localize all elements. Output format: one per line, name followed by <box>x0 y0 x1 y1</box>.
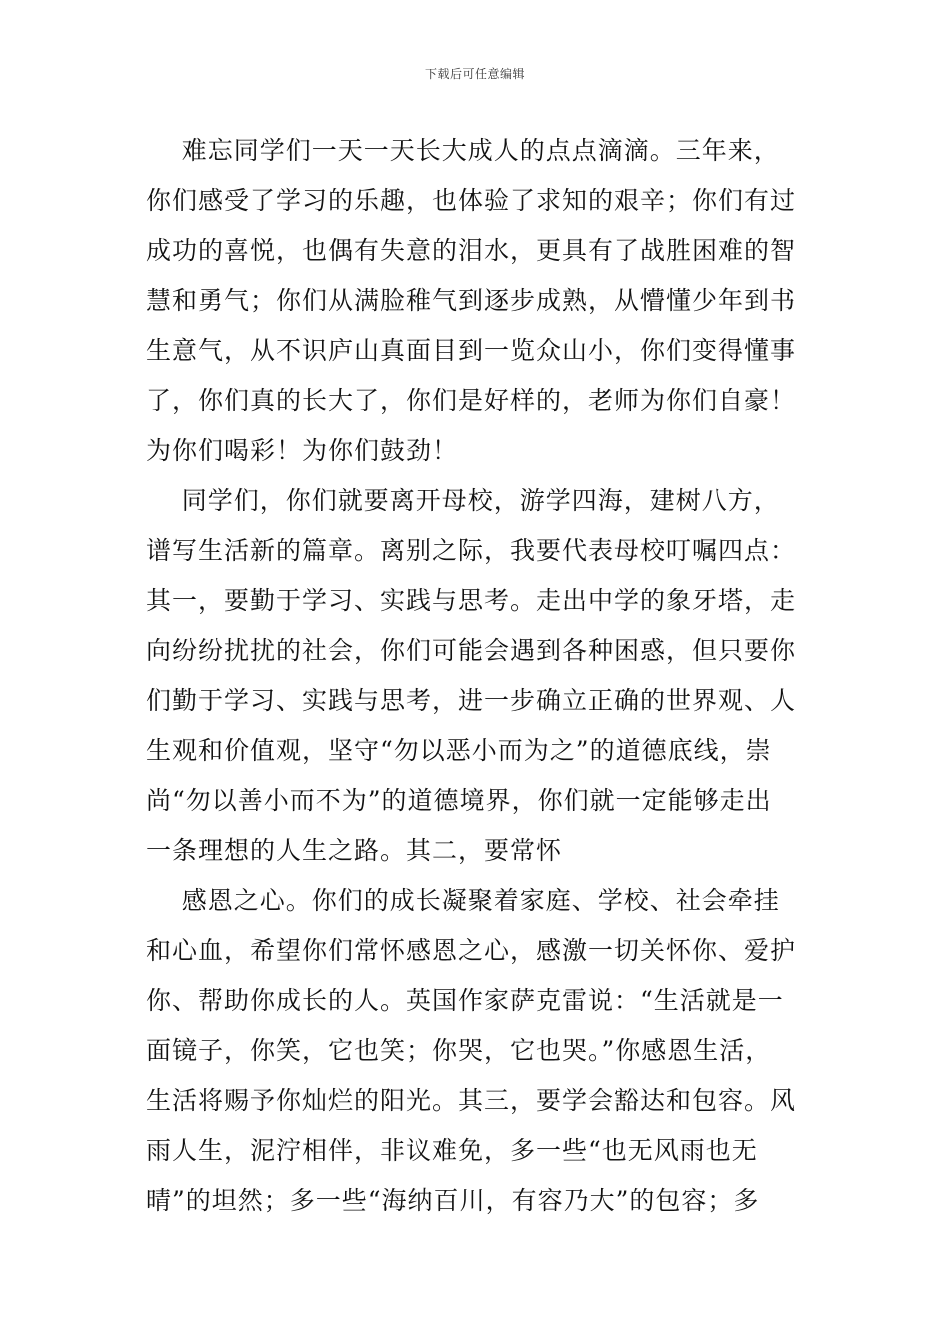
text-line: 成功的喜悦，也偶有失意的泪水，更具有了战胜困难的智 <box>146 236 797 265</box>
text-line: 你、帮助你成长的人。英国作家萨克雷说：“生活就是一 <box>146 986 784 1015</box>
text-line: 一条理想的人生之路。其二，要常怀 <box>146 836 563 865</box>
text-line: 和心血，希望你们常怀感恩之心，感激一切关怀你、爱护 <box>146 936 797 965</box>
text-line: 生活将赐予你灿烂的阳光。其三，要学会豁达和包容。风 <box>146 1086 797 1115</box>
text-line: 其一，要勤于学习、实践与思考。走出中学的象牙塔，走 <box>146 586 797 615</box>
text-line: 们勤于学习、实践与思考，进一步确立正确的世界观、人 <box>146 686 797 715</box>
text-line: 了，你们真的长大了，你们是好样的，老师为你们自豪！ <box>146 386 797 415</box>
text-line: 生意气，从不识庐山真面目到一览众山小，你们变得懂事 <box>146 336 797 365</box>
text-line: 面镜子，你笑，它也笑；你哭，它也哭。”你感恩生活， <box>146 1036 772 1065</box>
body-text <box>146 126 806 1226</box>
text-line: 谱写生活新的篇章。离别之际，我要代表母校叮嘱四点： <box>146 536 797 565</box>
text-line: 晴”的坦然；多一些“海纳百川，有容乃大”的包容；多 <box>146 1186 760 1215</box>
text-line: 生观和价值观，坚守“勿以恶小而为之”的道德底线，崇 <box>146 736 772 765</box>
text-line: 尚“勿以善小而不为”的道德境界，你们就一定能够走出 <box>146 786 772 815</box>
text-line: 慧和勇气；你们从满脸稚气到逐步成熟，从懵懂少年到书 <box>146 286 797 315</box>
text-line: 雨人生，泥泞相伴，非议难免，多一些“也无风雨也无 <box>146 1136 758 1165</box>
page-header: 下载后可任意编辑 <box>424 67 525 81</box>
text-line: 同学们，你们就要离开母校，游学四海，建树八方， <box>146 486 780 515</box>
text-line: 难忘同学们一天一天长大成人的点点滴滴。三年来， <box>146 136 780 165</box>
text-line: 你们感受了学习的乐趣，也体验了求知的艰辛；你们有过 <box>146 186 797 215</box>
text-line: 向纷纷扰扰的社会，你们可能会遇到各种困惑，但只要你 <box>146 636 797 665</box>
text-line: 为你们喝彩！为你们鼓劲！ <box>146 436 459 465</box>
text-line: 感恩之心。你们的成长凝聚着家庭、学校、社会牵挂 <box>146 886 780 915</box>
